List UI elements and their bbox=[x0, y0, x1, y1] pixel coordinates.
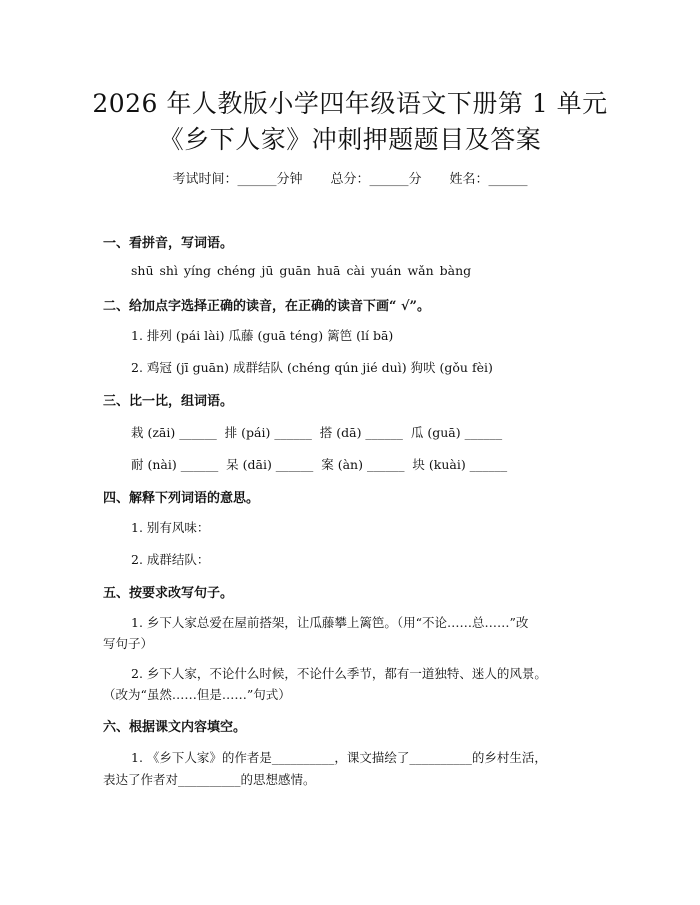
section-3-heading: 三、比一比，组词语。 bbox=[103, 394, 234, 409]
total-score-field: 总分：______分 bbox=[330, 172, 422, 187]
pronunciation-item-2: 2. 鸡冠 (jī guān) 成群结队 (chéng qún jié duì) 狗吠 (gǒu fèi) bbox=[131, 360, 493, 375]
rewrite-item-2-line2: （改为“虽然……但是……”句式） bbox=[103, 687, 291, 702]
section-1-heading: 一、看拼音，写词语。 bbox=[103, 236, 234, 251]
pinyin-line: shū shì yíng chéng jū guān huā cài yuán wǎn bàng bbox=[131, 263, 472, 278]
exam-title-line2: 《乡下人家》冲刺押题题目及答案 bbox=[158, 125, 542, 154]
rewrite-item-1-line2: 写句子） bbox=[103, 636, 154, 651]
fill-item-1-line2: 表达了作者对__________的思想感情。 bbox=[103, 772, 316, 787]
section-4-heading: 四、解释下列词语的意思。 bbox=[103, 491, 260, 506]
student-name-field: 姓名：______ bbox=[449, 172, 528, 187]
exam-meta bbox=[0, 168, 700, 187]
compare-row-1: 栽 (zāi) ______ 排 (pái) ______ 搭 (dā) ______ 瓜 (guā) ______ bbox=[131, 425, 503, 440]
explain-item-1: 1. 别有风味： bbox=[131, 520, 210, 535]
exam-title-line1: 2026 年人教版小学四年级语文下册第 1 单元 bbox=[92, 89, 608, 118]
rewrite-item-1-line1: 1. 乡下人家总爱在屋前搭架，让瓜藤攀上篱笆。（用“不论……总……”改 bbox=[131, 615, 529, 630]
section-2-heading: 二、给加点字选择正确的读音，在正确的读音下画“ √”。 bbox=[103, 299, 431, 314]
section-5-heading: 五、按要求改写句子。 bbox=[103, 586, 234, 601]
pronunciation-item-1: 1. 排列 (pái lài) 瓜藤 (guā téng) 篱笆 (lí bā) bbox=[131, 328, 394, 343]
fill-item-1-line1: 1. 《乡下人家》的作者是__________，课文描绘了__________的乡村生活， bbox=[131, 750, 547, 765]
exam-time-field: 考试时间：______分钟 bbox=[172, 172, 303, 187]
explain-item-2: 2. 成群结队： bbox=[131, 552, 210, 567]
rewrite-item-2-line1: 2. 乡下人家，不论什么时候，不论什么季节，都有一道独特、迷人的风景。 bbox=[131, 666, 547, 681]
section-6-heading: 六、根据课文内容填空。 bbox=[103, 720, 247, 735]
compare-row-2: 耐 (nài) ______ 呆 (dāi) ______ 案 (àn) ______ 块 (kuài) ______ bbox=[131, 457, 508, 472]
